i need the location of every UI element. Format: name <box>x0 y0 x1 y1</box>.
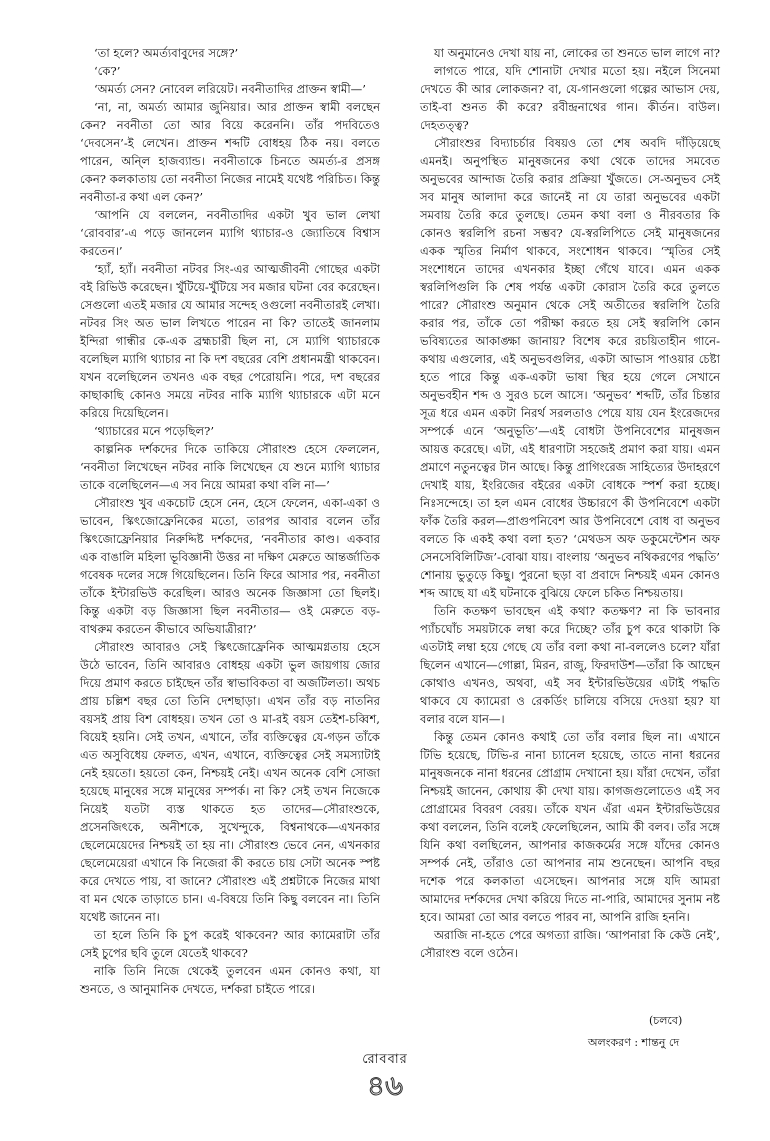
left-column <box>80 44 380 998</box>
page-footer <box>0 1050 770 1101</box>
paragraph: ‘থ্যাচারের মনে পড়েছিল?’ <box>94 424 215 438</box>
paragraph: সৌরাংশু খুব একচোট হেসে নেন, হেসে ফেলেন, একা-একা ও ভাবেন, স্কিৎজোফ্রেনিকের মতো, তারপর আবার বলেন তাঁর স্কিৎজোফ্রেনিয়ার নিরুদ্দিষ্ট দর্শকদের, ‘নবনীতার কাণ্ড। একবার এক বাঙালি মহিলা ভূবিজ্ঞানী উত্তর না দক্ষিণ মেরুতে আন্তর্জাতিক গবেষক দলের সঙ্গে গিয়েছিলেন। তিনি ফিরে আসার পর, নবনীতা তাঁকে ইন্টারভিউ করেছিল। আরও অনেক জিজ্ঞাসা তো ছিলই। কিন্তু একটা বড় জিজ্ঞাসা ছিল নবনীতার— ওই মেরুতে বড়-বাথরুম করতেন কীভাবে অভিযাত্রীরা?’ <box>80 496 380 636</box>
paragraph: যা অনুমানেও দেখা যায় না, লোকের তা শুনতে ভাল লাগে না? <box>434 46 720 60</box>
paragraph: ‘কে?’ <box>94 64 121 78</box>
paragraph: কাল্পনিক দর্শকদের দিকে তাকিয়ে সৌরাংশু হেসে ফেললেন, ‘নবনীতা লিখেছেন নটবর নাকি লিখেছেন যে শুনে ম্যাগি থ্যাচার তাকে বলেছিলেন—এ সব নিয়ে আমরা কথা বলি না—’ <box>80 442 380 492</box>
paragraph: তা হলে তিনি কি চুপ করেই থাকবেন? আর ক্যামেরাটা তাঁর সেই চুপের ছবি তুলে যেতেই থাকবে? <box>80 928 380 960</box>
paragraph: অরাজি না-হতে পেরে অগত্যা রাজি। ‘আপনারা কি কেউ নেই’, সৌরাংশু বলে ওঠেন। <box>420 928 720 960</box>
paragraph: ‘অমর্ত্য সেন? নোবেল লরিয়েট। নবনীতাদির প্রাক্তন স্বামী—’ <box>94 82 366 96</box>
right-column <box>420 44 720 962</box>
page-number: ৪৬ <box>366 1069 404 1102</box>
illustration-credit: অলংকরণ : শান্তনু দে <box>588 1036 680 1049</box>
paragraph: লাগতে পারে, যদি শোনাটা দেখার মতো হয়। নইলে সিনেমা দেখতে কী আর লোকজন? বা, যে-গানগুলো গল্পের আভাস দেয়, তাই-বা শুনত কী করে? রবীন্দ্রনাথের গান। কীর্তন। বাউল। দেহতত্ত্ব? <box>420 64 720 132</box>
paragraph: সৌরাংশুর বিদ্যাচর্চার বিষয়ও তো শেষ অবদি দাঁড়িয়েছে এমনই। অনুপস্থিত মানুষজনের কথা থেকে তাদের সমবেত অনুভবের আন্দাজ তৈরি করার প্রক্রিয়া খুঁজতে। সে-অনুভব সেই সব মানুষ আলাদা করে জানেই না যে তারা অনুভবের একটা সমবায় তৈরি করে তুলছে। তেমন কথা বলা ও নীরবতার কি কোনও স্বরলিপি রচনা সম্ভব? যে-স্বরলিপিতে সেই মানুষজনের একক স্মৃতির নির্মাণ থাকবে, সংশোধন থাকবে। ‘স্মৃতির সেই সংশোধনে তাদের এখনকার ইচ্ছা গেঁথে যাবে। এমন একক স্বরলিপিগুলি কি শেষ পর্যন্ত একটা কোরাস তৈরি করে তুলতে পারে? সৌরাংশু অনুমান থেকে সেই অতীতের স্বরলিপি তৈরি করার পর, তাঁকে তো পরীক্ষা করতে হয় সেই স্বরলিপি কোন ভবিষ্যতের আকাঙ্ক্ষা জানায়? বিশেষ করে রচয়িতাহীন গানে-কথায় এগুলোর, এই অনুভবগুলির, একটা আভাস পাওয়ার চেষ্টা হতে পারে কিন্তু এক-একটা ভাষা স্থির হয়ে গেলে সেখানে অনুভবহীন শব্দ ও সুরও চলে আসে। ‘অনুভব’ শব্দটি, তাঁর চিন্তার সূত্র ধরে এমন একটা নিরর্থ সরলতাও পেয়ে যায় যেন ইংরেজদের সম্পর্কে এনে ‘অনুভূতি’—এই বোধটা উপনিবেশের মানুষজন আয়ত্ত করেছে। এটা, এই ধারণাটা সহজেই প্রমাণ করা যায়। এমন প্রমাণে নতুনত্বের টান আছে। কিন্তু প্রাগিংরেজ সাহিত্যের উদাহরণে দেখাই যায়, ইংরিজের বইরের একটা বোধকে স্পর্শ করা হচ্ছে। নিঃসন্দেহে। তা হল এমন বোধের উচ্চারণে কী উপনিবেশে একটা ফাঁক তৈরি করল—প্রাগুপনিবেশ আর উপনিবেশে বোধ বা অনুভব বলতে কি একই কথা বলা হত? ‘মেথডস অফ ডকুমেন্টেশন অফ সেনসেবিলিটিজ’-বোঝা যায়। বাংলায় ‘অনুভব নথিকরণের পদ্ধতি’ শোনায় ভুতুড়ে কিছু। পুরনো ছড়া বা প্রবাদে নিশ্চয়ই এমন কোনও শব্দ আছে যা এই ঘটনাকে বুঝিয়ে ফেলে চকিত নিশ্চয়তায়। <box>420 136 720 600</box>
paragraph: ‘আপনি যে বললেন, নবনীতাদির একটা খুব ভাল লেখা ‘রোববার’-এ পড়ে জানলেন ম্যাগি থ্যাচার-ও জ্যোতিষে বিশ্বাস করতেন।’ <box>80 208 380 258</box>
paragraph: ‘না, না, অমর্ত্য আমার জুনিয়ার। আর প্রাক্তন স্বামী বলছেন কেন? নবনীতা তো আর বিয়ে করেননি। তাঁর পদবিতেও ‘দেবসেন’-ই লেখেন। প্রাক্তন শব্দটি বোধহয় ঠিক নয়। বলতে পারেন, অন্লি হাজব্যান্ড। নবনীতাকে চিনতে অমর্ত্য-র প্রসঙ্গ কেন? কলকাতায় তো নবনীতা নিজের নামেই যথেষ্ট পরিচিত। কিন্তু নবনীতা-র কথা এল কেন?’ <box>80 100 380 204</box>
paragraph: ‘হ্যাঁ, হ্যাঁ। নবনীতা নটবর সিং-এর আত্মজীবনী গোছের একটা বই রিভিউ করেছেন। খুঁটিয়ে-খুঁটিয়ে সব মজার ঘটনা বের করেছেন। সেগুলো এতই মজার যে আমার সন্দেহ ওগুলো নবনীতারই লেখা। নটবর সিং অত ভাল লিখতে পারেন না কি? তাতেই জানলাম ইন্দিরা গান্ধীর কে-এক ব্রহ্মচারী ছিল না, সে ম্যাগি থ্যাচারকে বলেছিল ম্যাগি থ্যাচার না কি দশ বছরের বেশি প্রধানমন্ত্রী থাকবেন। যখন বলেছিলেন তখনও এক বছর পেরোয়নি। পরে, দশ বছরের কাছাকাছি কোনও সময়ে নটবর নাকি ম্যাগি থ্যাচারকে এটা মনে করিয়ে দিয়েছিলেন। <box>80 262 380 420</box>
paragraph: নাকি তিনি নিজে থেকেই তুলবেন এমন কোনও কথা, যা শুনতে, ও আনুমানিক দেখতে, দর্শকরা চাইতে পারে। <box>80 964 380 996</box>
paragraph: ‘তা হলে? অমর্ত্যবাবুদের সঙ্গে?’ <box>94 46 239 60</box>
to-be-continued: (চলবে) <box>649 1014 683 1027</box>
magazine-name: রোববার <box>362 1052 408 1067</box>
paragraph: কিন্তু তেমন কোনও কথাই তো তাঁর বলার ছিল না। এখানে টিভি হয়েছে, টিভি-র নানা চ্যানেল হয়েছে, তাতে নানা ধরনের মানুষজনকে নানা ধরনের প্রোগ্রাম দেখানো হয়। যাঁরা দেখেন, তাঁরা নিশ্চয়ই জানেন, কোথায় কী দেখা যায়। কাগজগুলোতেও এই সব প্রোগ্রামের বিবরণ বেরয়। তাঁকে যখন এঁরা এমন ইন্টারভিউয়ের কথা বললেন, তিনি বলেই ফেলেছিলেন, আমি কী বলব। তাঁর সঙ্গে যিনি কথা বলছিলেন, আপনার কাজকর্মের সঙ্গে যাঁদের কোনও সম্পর্ক নেই, তাঁরাও তো আপনার নাম শুনেছেন। আপনি বছর দশেক পরে কলকাতা এসেছেন। আপনার সঙ্গে যদি আমরা আমাদের দর্শকদের দেখা করিয়ে দিতে না-পারি, আমাদের সুনাম নষ্ট হবে। আমরা তো আর বলতে পারব না, আপনি রাজি হননি। <box>420 730 720 924</box>
paragraph: তিনি কতক্ষণ ভাবছেন এই কথা? কতক্ষণ? না কি ভাবনার প্যাঁচঘোঁচ সময়টাকে লম্বা করে দিচ্ছে? তাঁর চুপ করে থাকাটা কি এতটাই লম্বা হয়ে গেছে যে তাঁর বলা কথা না-বললেও চলে? যাঁরা ছিলেন এখানে—গোল্লা, মিরন, রাজু, ফিরদাউশ—তাঁরা কি আছেন কোথাও এখনও, অথবা, এই সব ইন্টারভিউয়ের এটাই পদ্ধতি থাকবে যে ক্যামেরা ও রেকর্ডিং চালিয়ে বসিয়ে দেওয়া হয়? যা বলার বলে যান—। <box>420 604 720 726</box>
paragraph: সৌরাংশু আবারও সেই স্কিৎজোফ্রেনিক আত্মমগ্নতায় হেসে উঠে ভাবেন, তিনি আবারও বোধহয় একটা ভুল জায়গায় জোর দিয়ে প্রমাণ করতে চাইছেন তাঁর স্বাভাবিকতা বা অজটিলতা। অথচ প্রায় চল্লিশ বছর তো তিনি দেশছাড়া। এখন তাঁর বড় নাতনির বয়সই প্রায় বিশ বোধহয়। তখন তো ও মা-রই বয়স তেইশ-চব্বিশ, বিয়েই হয়নি। সেই তখন, এখানে, তাঁর ব্যক্তিত্বের যে-গড়ন তাঁকে এত অসুবিধেয় ফেলত, এখন, এখানে, ব্যক্তিত্বের সেই সমস্যাটাই নেই হয়তো। হয়তো কেন, নিশ্চয়ই নেই। এখন অনেক বেশি সোজা হয়েছে মানুষের সঙ্গে মানুষের সম্পর্ক। না কি? সেই তখন নিজেকে নিয়েই যতটা ব্যস্ত থাকতে হত তাদের—সৌরাংশুকে, প্রসেনজিৎকে, অনীশকে, সুখেন্দুকে, বিশ্বনাথকে—এখনকার ছেলেমেয়েদের নিশ্চয়ই তা হয় না। সৌরাংশু ভেবে নেন, এখনকার ছেলেমেয়েরা এখানে কি নিজেরা কী করতে চায় সেটা অনেক স্পষ্ট করে দেখতে পায়, বা জানে? সৌরাংশু এই প্রশ্নটাকে নিজের মাথা বা মন থেকে তাড়াতে চান। এ-বিষয়ে তিনি কিছু বলবেন না। তিনি যথেষ্ট জানেন না। <box>80 640 380 924</box>
